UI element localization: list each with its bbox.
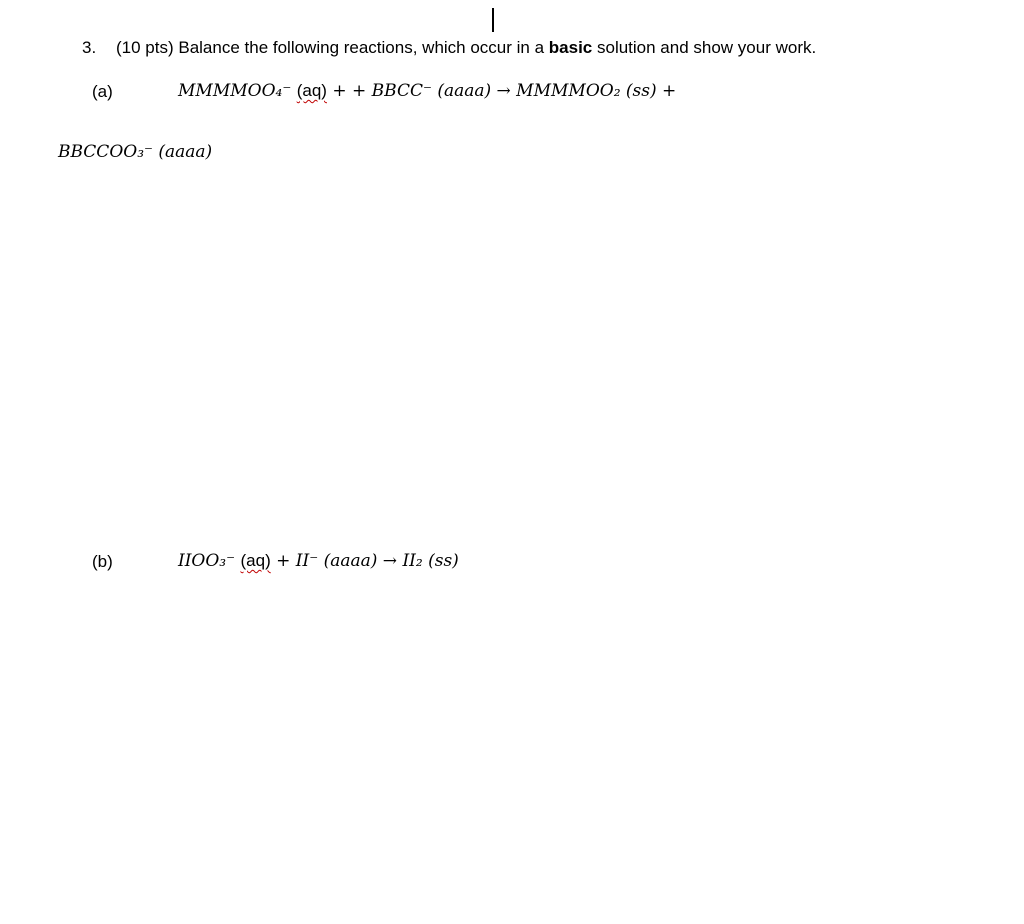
question-text-bold: basic [548,38,593,57]
question-text [116,38,816,58]
question-text-suffix: solution and show your work. [592,38,817,57]
part-b-label: (b) [92,552,113,571]
part-a-equation-line2: BBCCOO₃⁻ (aaaa) [58,142,213,162]
part-b-state-aq: (aq) [240,551,271,570]
part-b-equation [178,551,459,571]
part-a-label: (a) [92,82,113,101]
question-number: 3. [82,38,97,57]
part-b-equation-rest: + II⁻ (aaaa) → II₂ (ss) [270,551,459,571]
question-text-prefix: (10 pts) Balance the following reactions, which occur in a [116,38,549,57]
part-a-equation-line1 [178,81,676,101]
part-a-equation-rest: + + BBCC⁻ (aaaa) → MMMMOO₂ (ss) + [326,81,677,101]
text-cursor [492,8,494,32]
part-b-reactant1: IIOO₃⁻ [178,551,236,571]
part-a-reactant1: MMMMOO₄⁻ [178,81,292,101]
part-a-state-aq: (aq) [296,81,327,100]
